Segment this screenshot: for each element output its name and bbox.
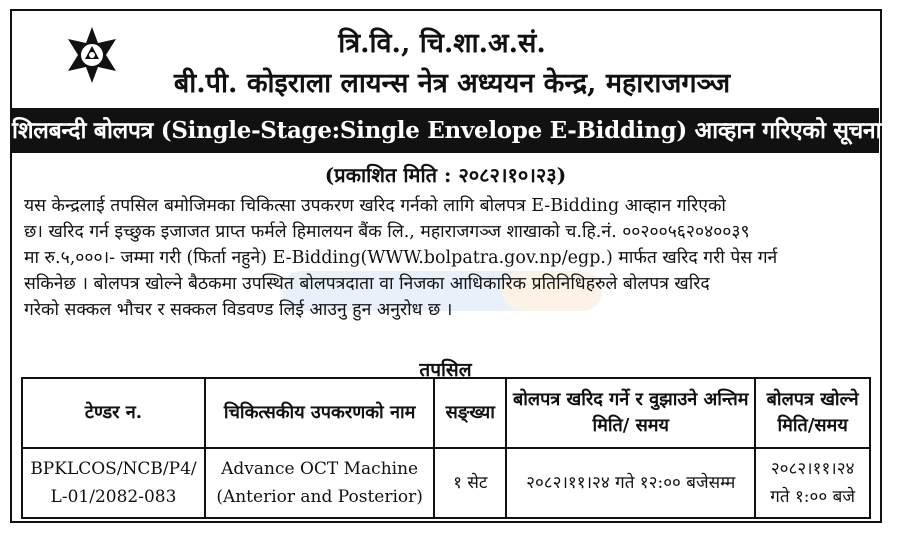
header-item-name: चिकित्सकीय उपकरणको नाम	[205, 378, 434, 448]
notice-body	[24, 193, 868, 323]
body-line: यस केन्द्रलाई तपसिल बमोजिमका चिकित्सा उपकरण खरिद गर्नको लागि बोलपत्र E-Bidding आव्हान गरिएको	[24, 196, 726, 216]
table-header-row	[22, 378, 870, 448]
notice-frame	[10, 9, 882, 523]
cell-opening: २०८२।११।२४ गते १:०० बजे	[755, 448, 870, 518]
cell-quantity: १ सेट	[434, 448, 506, 518]
body-line: सकिनेछ । बोलपत्र खोल्ने बैठकमा उपस्थित बोलपत्रदाता वा निजका आधिकारिक प्रतिनिधिहरुले बोलपत्र खरिद	[24, 274, 710, 294]
body-line: छ। खरिद गर्न इच्छुक इजाजत प्राप्त फर्मले हिमालयन बैंक लि., महाराजगञ्ज शाखाको च.हि.नं. ००२००५६२०४००३९	[24, 222, 750, 242]
published-date: (प्रकाशित मिति : २०८२।१०।२३)	[324, 163, 567, 187]
header-quantity: सङ्ख्या	[434, 378, 506, 448]
header-deadline: बोलपत्र खरिद गर्ने र वुझाउने अन्तिम मिति/ समय	[506, 378, 755, 448]
notice-header	[12, 11, 879, 108]
cell-item-name: Advance OCT Machine (Anterior and Posterior)	[205, 448, 434, 518]
cell-deadline: २०८२।११।२४ गते १२:०० बजेसम्म	[506, 448, 755, 518]
schedule-title: तपसिल	[419, 359, 472, 381]
header-opening: बोलपत्र खोल्ने मिति/समय	[755, 378, 870, 448]
cell-tender-no: BPKLCOS/NCB/P4/ L-01/2082-083	[22, 448, 205, 518]
institution-name-line2: बी.पी. कोइराला लायन्स नेत्र अध्ययन केन्द्र, महाराजगञ्ज	[173, 68, 731, 99]
notice-title-banner: शिलबन्दी बोलपत्र (Single-Stage:Single Envelope E-Bidding) आव्हान गरिएको सूचना	[12, 108, 879, 153]
header-tender-no: टेण्डर न.	[22, 378, 205, 448]
table-row	[22, 448, 870, 518]
university-emblem-icon	[62, 25, 122, 85]
body-line: गरेको सक्कल भौचर र सक्कल विडवण्ड लिई आउनु हुन अनुरोध छ ।	[24, 300, 453, 320]
body-line: मा रु.५,०००।- जम्मा गरी (फिर्ता नहुने) E-Bidding(WWW.bolpatra.gov.np/egp.) मार्फत खरिद गरी पेस गर्न	[24, 248, 778, 268]
tender-table	[21, 377, 871, 519]
institution-name-line1: त्रि.वि., चि.शा.अ.सं.	[338, 28, 546, 59]
